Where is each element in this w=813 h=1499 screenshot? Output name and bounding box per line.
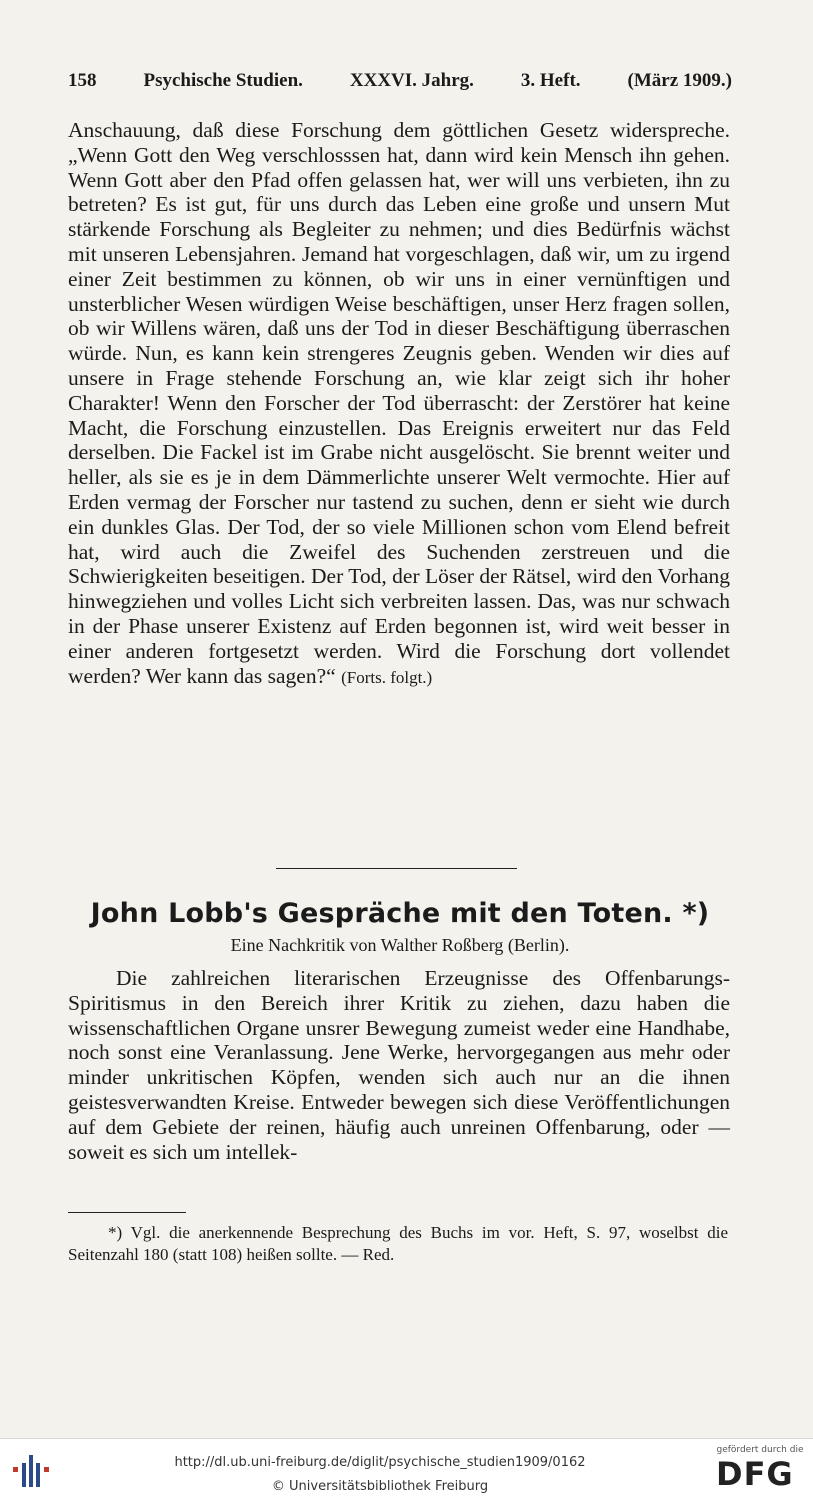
section-divider (276, 868, 517, 869)
dfg-logo: DFG (716, 1455, 794, 1493)
issue-date: (März 1909.) (627, 70, 732, 91)
article-subtitle: Eine Nachkritik von Walther Roßberg (Berlin). (230, 935, 570, 955)
copyright-notice: © Universitätsbibliothek Freiburg (271, 1479, 489, 1494)
running-header (68, 70, 732, 92)
footnote-text: *) Vgl. die anerkennende Besprechung des Buchs im vor. Heft, S. 97, woselbst die Seitenzahl 180 (statt 108) heißen sollte. — Red. (68, 1223, 728, 1264)
article-continuation-text (68, 118, 730, 690)
library-logo-icon (10, 1449, 54, 1489)
article-title-text: John Lobb's Gespräche mit den Toten. (90, 898, 673, 929)
article-body: Anschauung, daß diese Forschung dem göttlichen Gesetz widerspreche. „Wenn Gott den Weg verschlosssen hat, dann wird kein Mensch ihn gehen. Wenn Gott aber den Pfad offen gelassen hat, wer will uns verbieten, ihn zu betreten? Es ist gut, für uns durch das Leben eine große und unsern Mut stärkende Forschung als Begleiter zu nehmen; und dies Bedürfnis wächst mit unseren Lebensjahren. Jemand hat vorgeschlagen, daß wir, um zu irgend einer Zeit bestimmen zu können, ob wir uns in einer vernünftigen und unsterblicher Wesen würdigen Weise beschäftigen, unser Herz fragen sollen, ob wir Willens wären, daß uns der Tod in dieser Beschäftigung überraschen würde. Nun, es kann kein strengeres Zeugnis geben. Wenden wir dies auf unsere in Frage stehende Forschung an, wie klar zeigt sich ihr hoher Charakter! Wenn den Forscher der Tod überrascht: der Zerstörer hat keine Macht, die Forschung einzustellen. Das Ereignis erweitert nur das Feld derselben. Die Fackel ist im Grabe nicht ausgelöscht. Sie brennt weiter und heller, als sie es je in dem Dämmerlichte unserer Welt vermochte. Hier auf Erden vermag der Forscher nur tastend zu suchen, denn er sieht wie durch ein dunkles Glas. Der Tod, der so viele Millionen schon vom Elend befreit hat, wird auch die Zweifel des Suchenden zerstreuen und die Schwierigkeiten beseitigen. Der Tod, der Löser der Rätsel, wird den Vorhang hinwegziehen und volles Licht sich verbreiten lassen. Das, was nur schwach in der Phase unserer Existenz auf Erden begonnen ist, wird weit besser in einer anderen fortgesetzt werden. Wird die Forschung dort vollendet werden? Wer kann das sagen?“ (68, 118, 730, 688)
article-body-text: Die zahlreichen literarischen Erzeugnisse des Offenbarungs-Spiritismus in den Bereich ihrer Kritik zu ziehen, dazu haben die wissenschaftlichen Organe unsrer Bewegung zumeist weder eine Handhabe, noch sonst eine Veranlassung. Jene Werke, hervorgegangen aus mehr oder minder unkritischen Köpfen, wenden sich auch nur an die ihnen geistesverwandten Kreise. Entweder bewegen sich diese Veröffentlichungen auf dem Gebiete der reinen, häufig auch unreinen Offenbarung, oder — soweit es sich um intellek- (68, 966, 730, 1164)
issue-label: 3. Heft. (520, 70, 581, 91)
journal-title: Psychische Studien. (143, 70, 303, 91)
page-number: 158 (68, 70, 97, 91)
funding-caption: gefördert durch die (716, 1445, 804, 1455)
viewer-footer (0, 1438, 813, 1499)
permalink-url[interactable]: http://dl.ub.uni-freiburg.de/diglit/psychische_studien1909/0162 (174, 1455, 586, 1470)
volume-label: XXXVI. Jahrg. (349, 70, 474, 91)
continued-note: (Forts. folgt.) (341, 667, 433, 687)
article-title (60, 898, 740, 929)
footnote-marker: *) (682, 898, 710, 929)
footnote-rule (68, 1212, 186, 1213)
